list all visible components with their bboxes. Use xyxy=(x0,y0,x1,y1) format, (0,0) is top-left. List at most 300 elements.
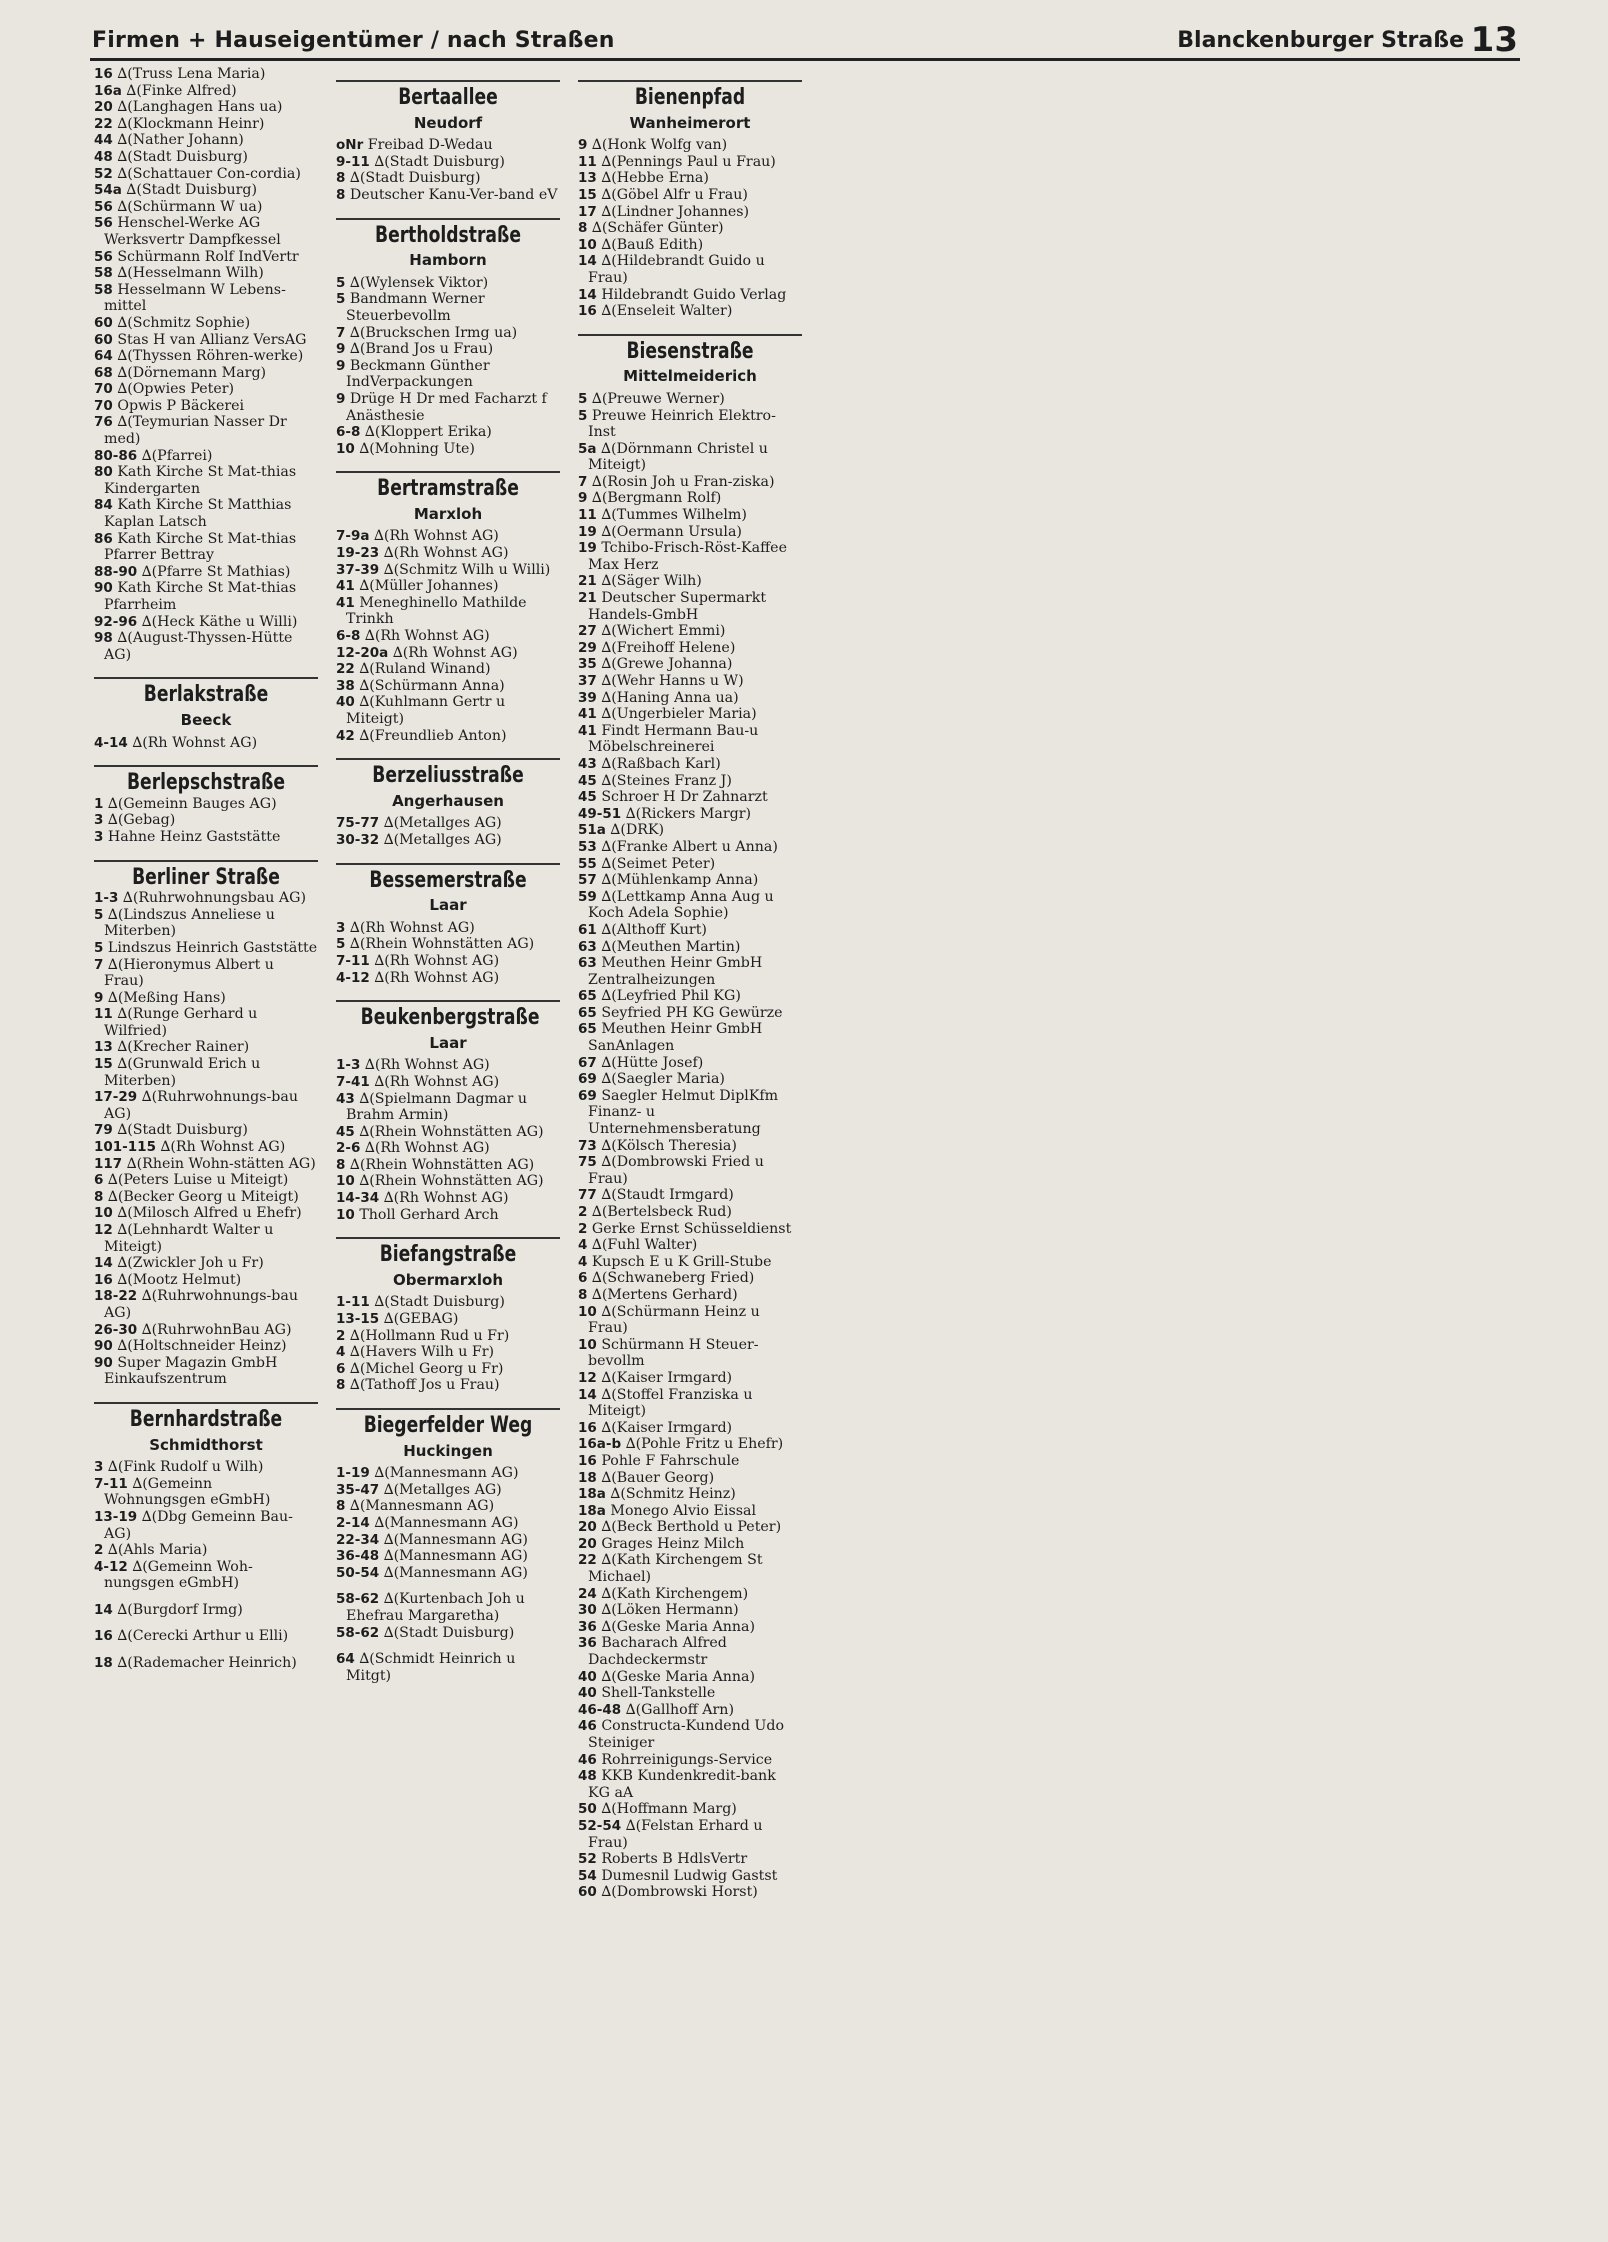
directory-entry xyxy=(336,545,560,562)
house-number: 14 xyxy=(578,286,597,303)
entry-text: ∆(Heck Käthe u Willi) xyxy=(141,613,298,630)
entry-text: ∆(Freihoff Helene) xyxy=(601,639,736,656)
entry-text: ∆(Tathoff Jos u Frau) xyxy=(349,1377,500,1394)
entry-text: Kath Kirche St Mat-thias Pfarrer Bettray xyxy=(104,530,297,564)
directory-entry xyxy=(578,1387,802,1420)
house-number: 35 xyxy=(578,656,597,673)
entry-text: ∆(Säger Wilh) xyxy=(601,573,702,590)
directory-entry xyxy=(578,1486,802,1503)
directory-entry xyxy=(578,922,802,939)
directory-entry xyxy=(94,1172,318,1189)
house-number: 46 xyxy=(578,1751,597,1768)
entry-text: ∆(Hieronymus Albert u Frau) xyxy=(104,956,274,990)
entry-text: ∆(Ruhrwohnungs-bau AG) xyxy=(104,1288,298,1321)
house-number: 30-32 xyxy=(336,831,380,848)
street-name: Bertramstraße xyxy=(377,476,519,502)
directory-entry xyxy=(336,1482,560,1499)
house-number: 22 xyxy=(94,115,113,132)
entry-text: ∆(Teymurian Nasser Dr med) xyxy=(104,414,287,448)
directory-entry xyxy=(94,812,318,829)
entry-text: ∆(Mannesmann AG) xyxy=(349,1498,495,1515)
header-street-range: Blanckenburger Straße xyxy=(1177,28,1464,53)
entry-text: ∆(Peters Luise u Miteigt) xyxy=(107,1172,289,1189)
directory-entry xyxy=(578,1552,802,1585)
entry-text: Schroer H Dr Zahnarzt xyxy=(601,789,768,806)
directory-entry xyxy=(578,1304,802,1337)
entry-text: Hesselmann W Lebens-mittel xyxy=(104,281,286,315)
entry-text: ∆(Hesselmann Wilh) xyxy=(117,265,264,282)
directory-entry xyxy=(578,1337,802,1370)
house-number: 40 xyxy=(336,694,355,711)
house-number: 10 xyxy=(578,236,597,253)
directory-entry xyxy=(336,1311,560,1328)
directory-entry xyxy=(94,1509,318,1542)
entry-text: ∆(Althoff Kurt) xyxy=(601,921,707,938)
entry-text: ∆(Spielmann Dagmar u Brahm Armin) xyxy=(346,1090,527,1124)
house-number: 46-48 xyxy=(578,1701,622,1718)
entry-text: ∆(Beck Berthold u Peter) xyxy=(601,1519,782,1536)
house-number: 22-34 xyxy=(336,1531,380,1548)
entry-text: ∆(Grunwald Erich u Miterben) xyxy=(104,1056,261,1089)
entry-text: ∆(Wichert Emmi) xyxy=(601,623,726,640)
street-name: Berliner Straße xyxy=(132,864,280,890)
house-number: 4 xyxy=(578,1253,588,1270)
house-number: 37-39 xyxy=(336,561,380,578)
house-number: 9 xyxy=(94,989,104,1006)
house-number: 19-23 xyxy=(336,545,380,562)
directory-entry xyxy=(578,1685,802,1702)
directory-entry xyxy=(94,497,318,530)
house-number: 22 xyxy=(336,661,355,678)
entry-text: ∆(Meßing Hans) xyxy=(107,989,226,1006)
directory-entry xyxy=(578,1154,802,1187)
house-number: 38 xyxy=(336,677,355,694)
directory-entry xyxy=(336,275,560,292)
house-number: 52 xyxy=(578,1851,597,1868)
entry-text: ∆(Dörnemann Marg) xyxy=(117,364,267,381)
street-heading xyxy=(94,677,318,728)
directory-entry xyxy=(336,970,560,987)
district-name: Hamborn xyxy=(409,251,487,270)
directory-entry xyxy=(578,303,802,320)
directory-entry xyxy=(94,282,318,315)
directory-entry xyxy=(578,1752,802,1769)
directory-entry xyxy=(336,1173,560,1190)
entry-text: ∆(Havers Wilh u Fr) xyxy=(349,1344,495,1361)
directory-entry xyxy=(94,1459,318,1476)
directory-entry xyxy=(336,1091,560,1124)
house-number: 90 xyxy=(94,1338,113,1355)
directory-entry xyxy=(578,856,802,873)
directory-entry xyxy=(578,1436,802,1453)
house-number: 18-22 xyxy=(94,1288,138,1305)
directory-entry xyxy=(578,170,802,187)
entry-text: Seyfried PH KG Gewürze xyxy=(601,1004,783,1021)
entry-text: ∆(Bruckschen Irmg ua) xyxy=(349,324,518,341)
house-number: 67 xyxy=(578,1054,597,1071)
house-number: 8 xyxy=(578,220,588,237)
directory-entry xyxy=(336,1328,560,1345)
entry-text: ∆(Schürmann Heinz u Frau) xyxy=(588,1303,760,1337)
house-number: 18 xyxy=(578,1469,597,1486)
directory-entry xyxy=(336,1548,560,1565)
directory-column-1 xyxy=(94,66,318,1672)
directory-entry xyxy=(94,332,318,349)
directory-entry xyxy=(94,1139,318,1156)
entry-text: Hildebrandt Guido Verlag xyxy=(601,286,787,303)
house-number: 1 xyxy=(94,795,104,812)
street-name: Bernhardstraße xyxy=(129,1406,283,1432)
entry-text: Meuthen Heinr GmbH Zentralheizungen xyxy=(588,955,763,988)
entry-text: ∆(Ahls Maria) xyxy=(107,1542,208,1559)
directory-entry xyxy=(578,1237,802,1254)
directory-entry xyxy=(578,789,802,806)
directory-entry xyxy=(578,1602,802,1619)
directory-entry xyxy=(336,528,560,545)
street-heading xyxy=(578,80,802,131)
entry-text: Pohle F Fahrschule xyxy=(601,1452,740,1469)
entry-text: ∆(Ruhrwohnungsbau AG) xyxy=(122,890,306,907)
house-number: 70 xyxy=(94,397,113,414)
house-number: 58-62 xyxy=(336,1591,380,1608)
house-number: 10 xyxy=(578,1336,597,1353)
house-number: 11 xyxy=(578,507,597,524)
house-number: 92-96 xyxy=(94,613,138,630)
house-number: 45 xyxy=(578,772,597,789)
directory-entry xyxy=(578,656,802,673)
house-number: 14 xyxy=(94,1601,113,1618)
house-number: 6 xyxy=(336,1360,346,1377)
entry-text: Kath Kirche St Mat-thias Kindergarten xyxy=(104,464,297,497)
entry-text: ∆(Rh Wohnst AG) xyxy=(160,1139,286,1156)
house-number: 41 xyxy=(578,706,597,723)
directory-entry xyxy=(578,673,802,690)
directory-entry xyxy=(336,1515,560,1532)
directory-entry xyxy=(336,728,560,745)
entry-text: Kath Kirche St Mat-thias Pfarrheim xyxy=(104,580,297,613)
directory-entry xyxy=(94,580,318,613)
street-heading xyxy=(94,765,318,796)
house-number: 46 xyxy=(578,1718,597,1735)
house-number: 60 xyxy=(578,1884,597,1901)
street-heading xyxy=(336,80,560,131)
house-number: oNr xyxy=(336,137,364,154)
house-number: 101-115 xyxy=(94,1139,156,1156)
directory-entry xyxy=(336,187,560,204)
house-number: 70 xyxy=(94,381,113,398)
house-number: 43 xyxy=(336,1090,355,1107)
house-number: 80 xyxy=(94,464,113,481)
entry-text: ∆(Haning Anna ua) xyxy=(601,689,739,706)
directory-entry xyxy=(336,1140,560,1157)
street-name: Biegerfelder Weg xyxy=(363,1413,533,1438)
house-number: 16a xyxy=(94,82,122,99)
entry-text: ∆(Kath Kirchengem St Michael) xyxy=(588,1552,763,1586)
directory-entry xyxy=(336,678,560,695)
entry-text: Deutscher Supermarkt Handels-GmbH xyxy=(588,590,767,623)
header-section-title: Firmen + Hauseigentümer / nach Straßen xyxy=(92,28,615,53)
district-name: Schmidthorst xyxy=(149,1435,263,1454)
directory-entry xyxy=(94,1655,318,1672)
directory-entry xyxy=(336,291,560,324)
house-number: 3 xyxy=(94,812,104,829)
spacer xyxy=(336,1641,560,1651)
directory-entry xyxy=(578,474,802,491)
directory-entry xyxy=(578,154,802,171)
entry-text: ∆(Stadt Duisburg) xyxy=(126,182,257,199)
house-number: 9 xyxy=(578,137,588,154)
entry-text: ∆(Nather Johann) xyxy=(117,132,244,149)
entry-text: ∆(Meuthen Martin) xyxy=(601,938,741,955)
entry-text: ∆(Mannesmann AG) xyxy=(383,1548,528,1565)
house-number: 16 xyxy=(578,303,597,320)
street-heading xyxy=(336,863,560,914)
house-number: 12 xyxy=(578,1369,597,1386)
entry-text: ∆(Mootz Helmut) xyxy=(117,1271,242,1288)
house-number: 10 xyxy=(336,440,355,457)
directory-entry xyxy=(94,890,318,907)
directory-entry xyxy=(94,398,318,415)
entry-text: ∆(Klockmann Heinr) xyxy=(117,115,265,132)
entry-text: ∆(Opwies Peter) xyxy=(117,381,235,398)
house-number: 9 xyxy=(336,390,346,407)
house-number: 1-3 xyxy=(94,890,119,907)
directory-entry xyxy=(578,1420,802,1437)
entry-text: ∆(Rhein Wohnstätten AG) xyxy=(349,1156,535,1173)
house-number: 13-15 xyxy=(336,1311,380,1328)
directory-entry xyxy=(94,83,318,100)
entry-text: ∆(Rhein Wohnstätten AG) xyxy=(359,1173,544,1190)
entry-text: Stas H van Allianz VersAG xyxy=(117,331,307,348)
entry-text: ∆(Milosch Alfred u Ehefr) xyxy=(117,1205,302,1222)
directory-entry xyxy=(336,832,560,849)
directory-entry xyxy=(578,1055,802,1072)
directory-entry xyxy=(336,815,560,832)
house-number: 65 xyxy=(578,988,597,1005)
entry-text: ∆(Oermann Ursula) xyxy=(601,523,742,540)
directory-entry xyxy=(94,149,318,166)
entry-text: Saegler Helmut DiplKfm Finanz- u Unternehmensberatung xyxy=(588,1087,779,1138)
house-number: 13 xyxy=(578,170,597,187)
directory-entry xyxy=(578,1801,802,1818)
spacer xyxy=(94,1618,318,1628)
house-number: 48 xyxy=(94,148,113,165)
entry-text: ∆(Rhein Wohn-stätten AG) xyxy=(126,1155,316,1172)
house-number: 68 xyxy=(94,364,113,381)
spacer xyxy=(94,1645,318,1655)
house-number: 4-14 xyxy=(94,734,128,751)
directory-entry xyxy=(94,1089,318,1122)
entry-text: ∆(GEBAG) xyxy=(383,1311,459,1328)
directory-entry xyxy=(578,408,802,441)
entry-text: ∆(Cerecki Arthur u Elli) xyxy=(117,1628,289,1645)
house-number: 27 xyxy=(578,623,597,640)
entry-text: ∆(Becker Georg u Miteigt) xyxy=(107,1188,299,1205)
house-number: 4-12 xyxy=(336,969,370,986)
directory-entry xyxy=(94,66,318,83)
entry-text: ∆(Schattauer Con-cordia) xyxy=(117,165,301,182)
entry-text: ∆(Wehr Hanns u W) xyxy=(601,673,744,689)
house-number: 18a xyxy=(578,1502,606,1519)
entry-text: ∆(Gebag) xyxy=(107,812,176,829)
directory-entry xyxy=(578,1519,802,1536)
house-number: 16 xyxy=(94,1271,113,1288)
directory-entry xyxy=(578,988,802,1005)
entry-text: ∆(Fink Rudolf u Wilh) xyxy=(107,1459,264,1476)
entry-text: ∆(Steines Franz J) xyxy=(601,772,732,789)
directory-entry xyxy=(336,645,560,662)
house-number: 7 xyxy=(336,324,346,341)
directory-entry xyxy=(94,1628,318,1645)
house-number: 5 xyxy=(578,390,588,407)
entry-text: ∆(Kurtenbach Joh u Ehefrau Margaretha) xyxy=(346,1591,525,1624)
directory-entry xyxy=(578,1718,802,1751)
entry-text: ∆(Hoffmann Marg) xyxy=(601,1801,737,1818)
entry-text: ∆(Hebbe Erna) xyxy=(601,170,709,187)
directory-entry xyxy=(578,287,802,304)
directory-entry xyxy=(94,199,318,216)
street-heading xyxy=(336,1237,560,1288)
house-number: 10 xyxy=(578,1303,597,1320)
entry-text: ∆(Kaiser Irmgard) xyxy=(601,1419,733,1436)
house-number: 4 xyxy=(336,1344,346,1361)
entry-text: Tholl Gerhard Arch xyxy=(359,1206,499,1223)
directory-entry xyxy=(578,573,802,590)
house-number: 30 xyxy=(578,1602,597,1619)
entry-text: Kupsch E u K Grill-Stube xyxy=(591,1253,772,1270)
entry-text: Monego Alvio Eissal xyxy=(610,1502,756,1519)
house-number: 1-11 xyxy=(336,1294,370,1311)
entry-text: ∆(Michel Georg u Fr) xyxy=(349,1360,504,1377)
entry-text: ∆(Rh Wohnst AG) xyxy=(392,644,518,661)
directory-entry xyxy=(578,1536,802,1553)
house-number: 8 xyxy=(336,1156,346,1173)
entry-text: ∆(Fuhl Walter) xyxy=(591,1237,698,1254)
directory-entry xyxy=(578,441,802,474)
house-number: 58 xyxy=(94,265,113,282)
house-number: 45 xyxy=(336,1123,355,1140)
street-heading xyxy=(336,471,560,522)
entry-text: ∆(Bauer Georg) xyxy=(601,1469,715,1486)
house-number: 15 xyxy=(94,1056,113,1073)
house-number: 12 xyxy=(94,1222,113,1238)
directory-entry xyxy=(94,1338,318,1355)
directory-entry xyxy=(578,220,802,237)
entry-text: ∆(Honk Wolfg van) xyxy=(591,137,728,154)
directory-entry xyxy=(578,237,802,254)
directory-entry xyxy=(578,723,802,756)
house-number: 16 xyxy=(578,1419,597,1436)
entry-text: ∆(Rickers Margr) xyxy=(625,805,752,822)
directory-entry xyxy=(336,1465,560,1482)
house-number: 88-90 xyxy=(94,563,138,580)
directory-entry xyxy=(94,614,318,631)
entry-text: ∆(Rademacher Heinrich) xyxy=(117,1655,297,1672)
directory-entry xyxy=(336,1057,560,1074)
directory-entry xyxy=(94,1602,318,1619)
entry-text: Opwis P Bäckerei xyxy=(117,397,245,414)
directory-entry xyxy=(578,1470,802,1487)
house-number: 65 xyxy=(578,1021,597,1038)
directory-entry xyxy=(578,204,802,221)
house-number: 2-6 xyxy=(336,1140,361,1157)
directory-entry xyxy=(94,1056,318,1089)
house-number: 44 xyxy=(94,132,113,149)
directory-entry xyxy=(94,940,318,957)
entry-text: ∆(Stoffel Franziska u Miteigt) xyxy=(588,1386,753,1420)
entry-text: ∆(Stadt Duisburg) xyxy=(117,148,248,165)
house-number: 52-54 xyxy=(578,1817,622,1834)
house-number: 3 xyxy=(94,828,104,845)
directory-entry xyxy=(578,253,802,286)
entry-text: Kath Kirche St Matthias Kaplan Latsch xyxy=(104,497,292,531)
directory-column-2 xyxy=(336,66,560,1684)
entry-text: ∆(Ungerbieler Maria) xyxy=(601,706,757,723)
entry-text: Freibad D-Wedau xyxy=(367,137,493,154)
entry-text: ∆(Gemeinn Bauges AG) xyxy=(107,795,277,812)
entry-text: ∆(Rh Wohnst AG) xyxy=(374,952,500,969)
street-name: Bertaallee xyxy=(398,85,498,110)
house-number: 54a xyxy=(94,182,122,199)
entry-text: ∆(Mannesmann AG) xyxy=(374,1465,519,1482)
house-number: 49-51 xyxy=(578,805,622,822)
entry-text: Meuthen Heinr GmbH SanAnlagen xyxy=(588,1021,763,1055)
district-name: Laar xyxy=(429,896,467,915)
entry-text: ∆(Kaiser Irmgard) xyxy=(601,1369,733,1386)
directory-entry xyxy=(578,872,802,889)
entry-text: Preuwe Heinrich Elektro-Inst xyxy=(588,407,776,441)
entry-text: ∆(Schürmann W ua) xyxy=(117,198,263,215)
directory-entry xyxy=(336,1625,560,1642)
house-number: 77 xyxy=(578,1187,597,1204)
directory-entry xyxy=(336,1190,560,1207)
directory-entry xyxy=(336,578,560,595)
house-number: 29 xyxy=(578,639,597,656)
entry-text: ∆(Staudt Irmgard) xyxy=(601,1187,734,1204)
directory-entry xyxy=(578,1818,802,1851)
entry-text: ∆(Freundlieb Anton) xyxy=(359,727,507,744)
house-number: 69 xyxy=(578,1071,597,1088)
district-name: Wanheimerort xyxy=(629,113,751,132)
house-number: 73 xyxy=(578,1137,597,1154)
entry-text: ∆(Kuhlmann Gertr u Miteigt) xyxy=(346,694,506,727)
entry-text: ∆(Mertens Gerhard) xyxy=(591,1286,738,1303)
house-number: 86 xyxy=(94,530,113,547)
house-number: 60 xyxy=(94,331,113,348)
house-number: 10 xyxy=(94,1205,113,1222)
house-number: 80-86 xyxy=(94,447,138,464)
house-number: 22 xyxy=(578,1552,597,1569)
entry-text: ∆(Brand Jos u Frau) xyxy=(349,341,494,358)
directory-entry xyxy=(336,391,560,424)
directory-entry xyxy=(578,1254,802,1271)
directory-entry xyxy=(578,806,802,823)
directory-entry xyxy=(336,694,560,727)
district-name: Angerhausen xyxy=(392,791,504,810)
house-number: 55 xyxy=(578,855,597,872)
entry-text: ∆(Pohle Fritz u Ehefr) xyxy=(625,1436,784,1453)
entry-text: Tchibo-Frisch-Röst-Kaffee Max Herz xyxy=(588,540,787,573)
directory-entry xyxy=(336,562,560,579)
entry-text: ∆(Leyfried Phil KG) xyxy=(601,988,741,1005)
house-number: 19 xyxy=(578,540,597,557)
directory-entry xyxy=(94,829,318,846)
entry-text: Lindszus Heinrich Gaststätte xyxy=(107,939,318,956)
house-number: 16 xyxy=(94,66,113,82)
directory-entry xyxy=(578,1635,802,1668)
directory-entry xyxy=(94,414,318,447)
house-number: 75-77 xyxy=(336,815,380,832)
